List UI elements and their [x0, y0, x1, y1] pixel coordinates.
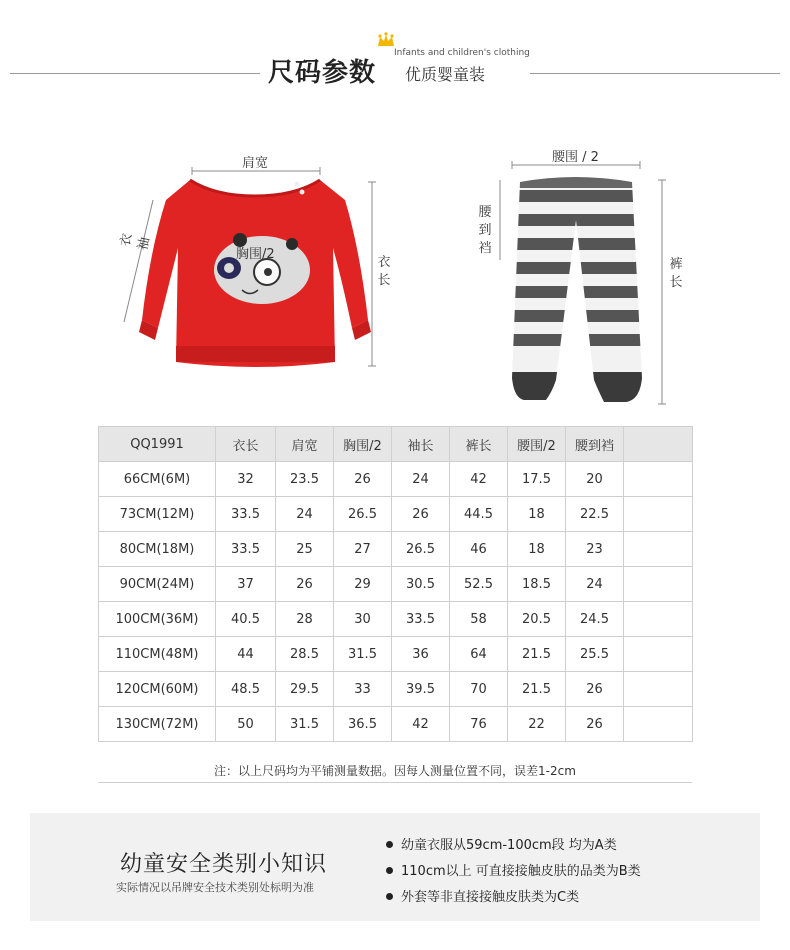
measure-cell: 31.5 [334, 637, 392, 672]
measure-cell [624, 567, 693, 602]
safety-item-text: 幼童衣服从59cm-100cm段 均为A类 [401, 838, 617, 853]
measure-cell: 58 [450, 602, 508, 637]
size-cell: 80CM(18M) [99, 532, 216, 567]
measure-cell: 50 [216, 707, 276, 742]
size-table [98, 426, 693, 742]
safety-item-text: 110cm以上 可直接接触皮肤的品类为B类 [401, 864, 641, 879]
table-header-cell: 腰围/2 [508, 427, 566, 462]
measure-cell: 24.5 [566, 602, 624, 637]
measure-cell: 44 [216, 637, 276, 672]
table-row [99, 497, 693, 532]
bullet-icon [386, 893, 393, 900]
measure-cell: 33 [334, 672, 392, 707]
pants-image [505, 170, 650, 412]
measure-cell: 21.5 [508, 672, 566, 707]
measure-cell: 22 [508, 707, 566, 742]
measure-cell: 20 [566, 462, 624, 497]
measure-cell: 24 [392, 462, 450, 497]
safety-list [386, 833, 641, 911]
sleeve-label: 衣袖 [118, 232, 154, 252]
measure-cell: 26 [276, 567, 334, 602]
measure-cell: 26.5 [392, 532, 450, 567]
table-header-cell: QQ1991 [99, 427, 216, 462]
measure-cell: 42 [450, 462, 508, 497]
measure-cell: 64 [450, 637, 508, 672]
measure-cell: 33.5 [216, 497, 276, 532]
measure-cell: 23 [566, 532, 624, 567]
pants-length-label: 裤长 [669, 257, 683, 290]
page-title: 尺码参数 [268, 58, 377, 88]
measure-cell: 40.5 [216, 602, 276, 637]
measure-cell: 26 [334, 462, 392, 497]
waist-label: 腰围 / 2 [552, 150, 599, 165]
measure-cell: 46 [450, 532, 508, 567]
size-cell: 73CM(12M) [99, 497, 216, 532]
shirt-length-label: 衣长 [377, 255, 391, 288]
measure-cell: 18 [508, 532, 566, 567]
measure-cell: 24 [276, 497, 334, 532]
measurement-note: 注：以上尺码均为平铺测量数据。因每人测量位置不同，误差1-2cm [214, 764, 576, 778]
measure-cell: 37 [216, 567, 276, 602]
garment-illustrations [0, 0, 790, 420]
measure-cell [624, 462, 693, 497]
measure-cell: 21.5 [508, 637, 566, 672]
size-cell: 110CM(48M) [99, 637, 216, 672]
measure-cell: 25 [276, 532, 334, 567]
measure-cell: 36 [392, 637, 450, 672]
safety-item-text: 外套等非直接接触皮肤类为C类 [401, 890, 580, 905]
table-row [99, 602, 693, 637]
measure-cell: 17.5 [508, 462, 566, 497]
measure-cell [624, 707, 693, 742]
measure-cell: 29.5 [276, 672, 334, 707]
measure-cell: 18 [508, 497, 566, 532]
measure-cell: 28.5 [276, 637, 334, 672]
measure-cell: 25.5 [566, 637, 624, 672]
safety-info-panel [30, 813, 760, 921]
measure-cell: 26 [566, 672, 624, 707]
measure-cell: 20.5 [508, 602, 566, 637]
size-cell: 100CM(36M) [99, 602, 216, 637]
table-header-cell: 裤长 [450, 427, 508, 462]
measure-cell: 18.5 [508, 567, 566, 602]
page-subtitle: 优质婴童装 [405, 65, 486, 84]
measure-cell: 39.5 [392, 672, 450, 707]
size-cell: 130CM(72M) [99, 707, 216, 742]
table-header-cell [624, 427, 693, 462]
table-row [99, 567, 693, 602]
page-title-english: Infants and children's clothing [394, 48, 530, 58]
measure-cell: 26 [566, 707, 624, 742]
measure-cell [624, 532, 693, 567]
measure-cell: 36.5 [334, 707, 392, 742]
measure-cell: 22.5 [566, 497, 624, 532]
measure-cell: 33.5 [216, 532, 276, 567]
table-row [99, 637, 693, 672]
measure-cell: 30 [334, 602, 392, 637]
table-row [99, 532, 693, 567]
table-row [99, 707, 693, 742]
table-header-cell: 腰到裆 [566, 427, 624, 462]
measure-cell: 26 [392, 497, 450, 532]
measure-cell: 32 [216, 462, 276, 497]
measure-cell: 70 [450, 672, 508, 707]
note-divider [98, 782, 692, 783]
measure-cell: 48.5 [216, 672, 276, 707]
measure-cell: 31.5 [276, 707, 334, 742]
size-cell: 90CM(24M) [99, 567, 216, 602]
safety-title: 幼童安全类别小知识 [120, 852, 328, 877]
measure-cell: 27 [334, 532, 392, 567]
measure-cell: 29 [334, 567, 392, 602]
table-header-cell: 衣长 [216, 427, 276, 462]
measure-cell: 42 [392, 707, 450, 742]
measure-cell: 76 [450, 707, 508, 742]
measure-cell: 52.5 [450, 567, 508, 602]
table-row [99, 672, 693, 707]
measure-cell: 28 [276, 602, 334, 637]
measure-cell [624, 602, 693, 637]
measure-cell: 30.5 [392, 567, 450, 602]
table-row [99, 462, 693, 497]
measure-cell: 26.5 [334, 497, 392, 532]
list-item [386, 859, 641, 885]
measure-cell: 23.5 [276, 462, 334, 497]
shirt-image [139, 180, 371, 367]
list-item [386, 833, 641, 859]
table-header-cell: 肩宽 [276, 427, 334, 462]
measure-cell [624, 672, 693, 707]
measure-cell: 24 [566, 567, 624, 602]
measure-cell: 33.5 [392, 602, 450, 637]
chest-label: 胸围/2 [236, 247, 275, 262]
table-header-cell: 胸围/2 [334, 427, 392, 462]
safety-subtitle: 实际情况以吊牌安全技术类别处标明为准 [116, 881, 314, 894]
shoulder-label: 肩宽 [242, 156, 269, 171]
bullet-icon [386, 867, 393, 874]
rise-label: 腰到裆 [478, 205, 492, 256]
table-header-cell: 袖长 [392, 427, 450, 462]
measure-cell: 44.5 [450, 497, 508, 532]
size-cell: 66CM(6M) [99, 462, 216, 497]
list-item [386, 885, 641, 911]
size-cell: 120CM(60M) [99, 672, 216, 707]
table-header-row [99, 427, 693, 462]
bullet-icon [386, 841, 393, 848]
measure-cell [624, 637, 693, 672]
measure-cell [624, 497, 693, 532]
